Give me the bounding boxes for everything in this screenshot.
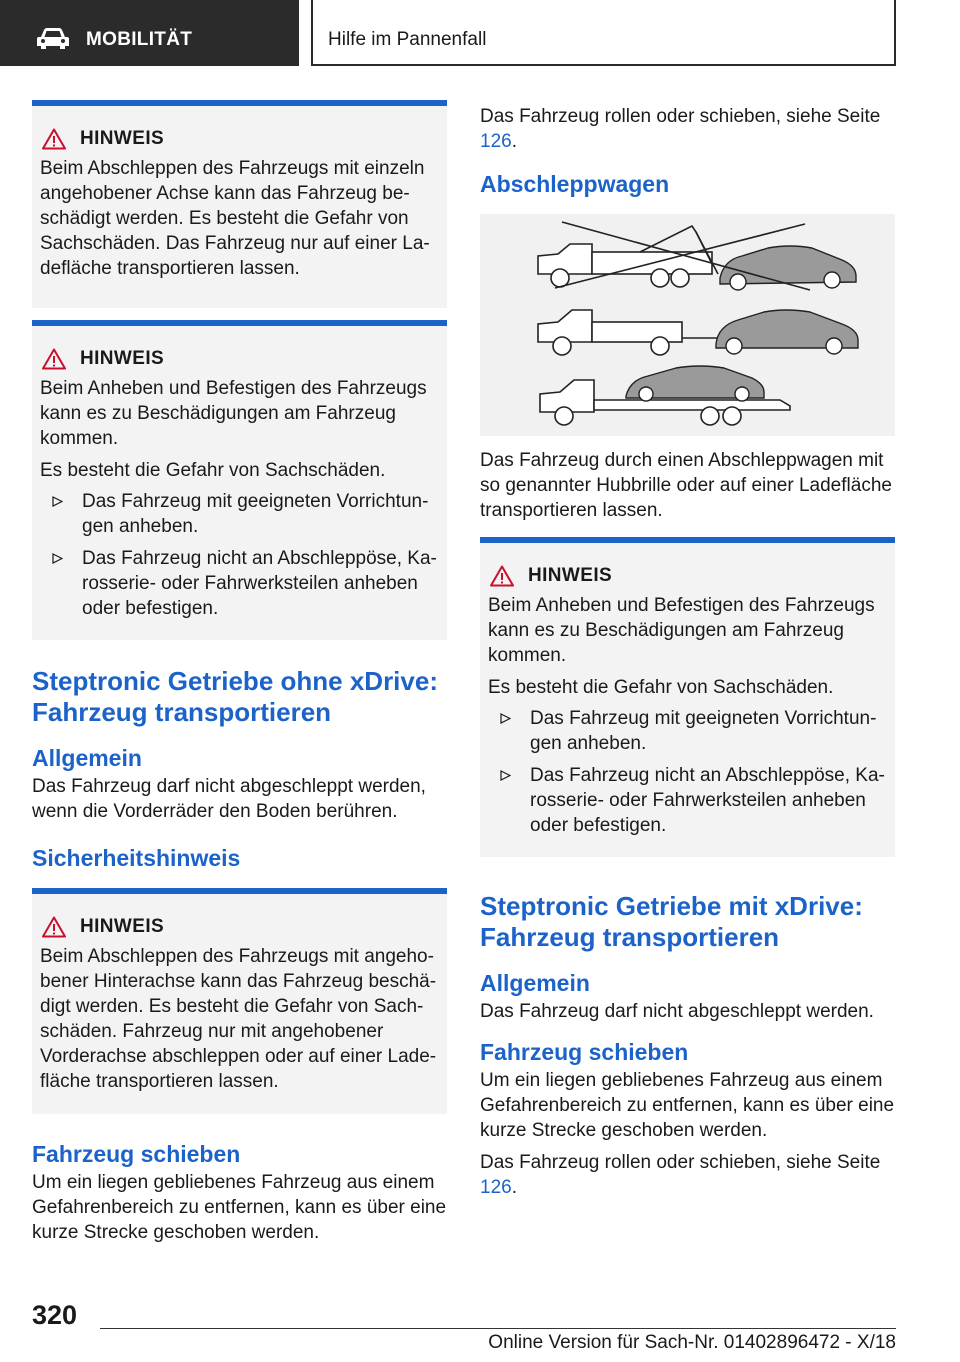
triangle-bullet-icon (500, 713, 511, 724)
car-silhouette-drawing (716, 310, 858, 354)
triangle-bullet-icon (52, 496, 63, 507)
section-label: Hilfe im Pannenfall (328, 29, 487, 50)
paragraph: Das Fahrzeug darf nicht abgeschleppt werden. (480, 1001, 874, 1022)
list-item: Das Fahrzeug nicht an Abschleppöse, Ka-rosserie- oder Fahrwerksteilen anheben oder befestigen. (40, 546, 439, 621)
right-column (480, 104, 895, 1200)
paragraph: Um ein liegen gebliebenes Fahrzeug aus einem Gefahrenbereich zu entfernen, kann es über eine kurze Strecke geschoben werden. (480, 1070, 895, 1141)
subsection-heading: Allgemein (480, 970, 590, 996)
page-header (0, 0, 960, 66)
notice-box (32, 888, 447, 1114)
paragraph: Das Fahrzeug rollen oder schieben, siehe Seite 126. (480, 106, 881, 152)
footer-divider (100, 1328, 896, 1329)
warning-icon (42, 348, 66, 370)
chapter-tab[interactable] (0, 0, 299, 66)
subsection-heading: Abschleppwagen (480, 171, 670, 197)
section-tab[interactable] (311, 0, 896, 66)
notice-title: HINWEIS (80, 128, 165, 149)
left-column (32, 100, 447, 1245)
page-link[interactable]: 126 (480, 1177, 512, 1198)
notice-title: HINWEIS (80, 916, 165, 937)
section-heading: Steptronic Getriebe mit xDrive: Fahrzeug transportieren (480, 891, 863, 952)
chapter-label: MOBILITÄT (86, 29, 193, 50)
subsection-heading: Fahrzeug schieben (32, 1141, 241, 1167)
page-link[interactable]: 126 (480, 131, 512, 152)
paragraph: Um ein liegen gebliebenes Fahrzeug aus einem Gefahrenbereich zu entfernen, kann es über eine kurze Strecke geschoben werden. (32, 1172, 447, 1243)
notice-title: HINWEIS (528, 565, 613, 586)
notice-box (32, 100, 447, 308)
subsection-heading: Sicherheitshinweis (32, 845, 241, 871)
bullet-list (488, 706, 887, 838)
notice-title: HINWEIS (80, 348, 165, 369)
list-item: Das Fahrzeug mit geeigneten Vorrichtun-gen anheben. (488, 706, 887, 756)
notice-text: Beim Abschleppen des Fahrzeugs mit angeho-bener Hinterachse kann das Fahrzeug beschä-digt werden. Es besteht die Gefahr von Sach-schäden. Fahrzeug nur mit angehobener Vorderachse abschleppen oder auf einer Lade-fläche transportieren lassen. (40, 946, 437, 1092)
notice-text: Es besteht die Gefahr von Sachschäden. (40, 460, 386, 481)
section-heading: Steptronic Getriebe ohne xDrive: Fahrzeug transportieren (32, 666, 438, 727)
notice-text: Beim Anheben und Befestigen des Fahrzeugs kann es zu Beschädigungen am Fahrzeug kommen. (488, 595, 875, 666)
bullet-list (40, 489, 439, 621)
warning-icon (42, 128, 66, 150)
tow-truck-illustration (480, 214, 895, 436)
warning-icon (490, 565, 514, 587)
footer-text: Online Version für Sach-Nr. 01402896472 - X/18 (488, 1332, 896, 1353)
wheel-lift-tow-truck-drawing (538, 310, 725, 355)
car-icon (37, 28, 69, 50)
notice-text: Beim Abschleppen des Fahrzeugs mit einzeln angehobener Achse kann das Fahrzeug be-schädigt werden. Es besteht die Gefahr von Sachschäden. Das Fahrzeug nur auf einer La-defläche transportieren lassen. (40, 158, 430, 279)
paragraph: Das Fahrzeug rollen oder schieben, siehe Seite 126. (480, 1152, 881, 1198)
tow-truck-illustration-svg (480, 214, 895, 436)
subsection-heading: Allgemein (32, 745, 142, 771)
paragraph: Das Fahrzeug darf nicht abgeschleppt werden, wenn die Vorderräder den Boden berühren. (32, 776, 426, 822)
hook-tow-truck-drawing (538, 226, 718, 287)
page-number: 320 (32, 1300, 78, 1330)
figure-caption: Das Fahrzeug durch einen Abschleppwagen mit so genannter Hubbrille oder auf einer Ladefläche transportieren lassen. (480, 450, 892, 521)
notice-box (480, 537, 895, 857)
list-item: Das Fahrzeug mit geeigneten Vorrichtun-gen anheben. (40, 489, 439, 539)
triangle-bullet-icon (500, 770, 511, 781)
notice-box (32, 320, 447, 640)
triangle-bullet-icon (52, 553, 63, 564)
list-item: Das Fahrzeug nicht an Abschleppöse, Ka-rosserie- oder Fahrwerksteilen anheben oder befestigen. (488, 763, 887, 838)
warning-icon (42, 916, 66, 938)
notice-text: Beim Anheben und Befestigen des Fahrzeugs kann es zu Beschädigungen am Fahrzeug kommen. (40, 378, 427, 449)
subsection-heading: Fahrzeug schieben (480, 1039, 689, 1065)
notice-text: Es besteht die Gefahr von Sachschäden. (488, 677, 834, 698)
car-silhouette-drawing (626, 366, 764, 401)
